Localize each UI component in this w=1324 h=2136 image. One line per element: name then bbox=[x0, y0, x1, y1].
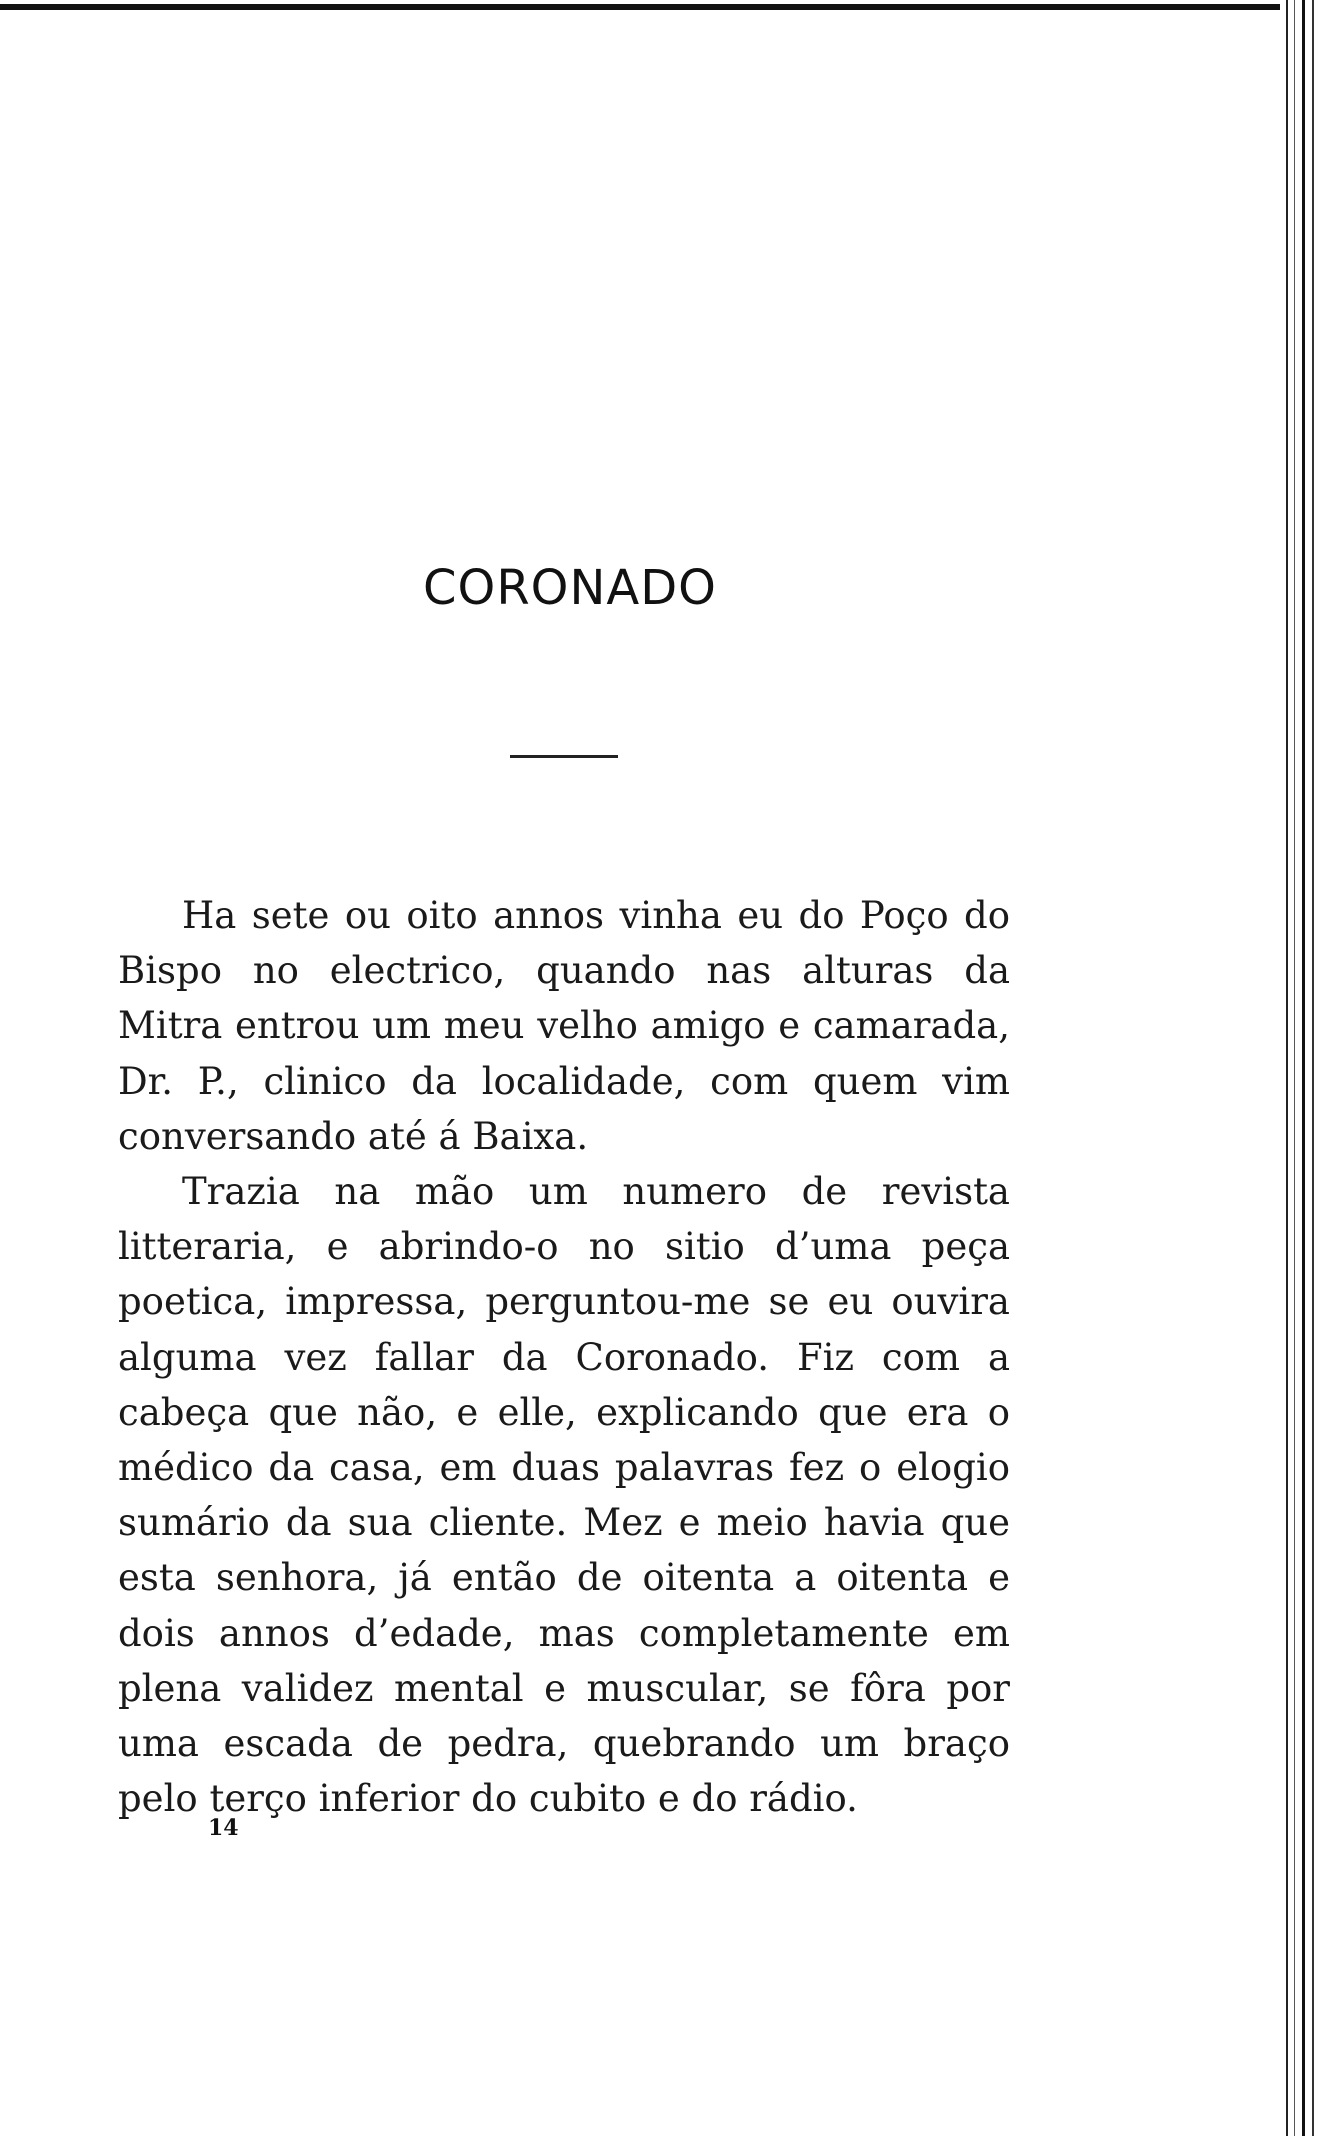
page-edge-binding bbox=[1280, 0, 1324, 2136]
body-text bbox=[118, 888, 1010, 1826]
chapter-title: CORONADO bbox=[423, 560, 717, 616]
top-edge-rule bbox=[0, 4, 1324, 10]
signature-mark: 14 bbox=[208, 1815, 239, 1841]
paragraph-1: Ha sete ou oito annos vinha eu do Poço do Bispo no electrico, quando nas alturas da Mitra entrou um meu velho amigo e camarada, Dr. P., clinico da localidade, com quem vim conversando até á Baixa. bbox=[118, 894, 1010, 1158]
paragraph-2: Trazia na mão um numero de revista litteraria, e abrindo-o no sitio d’uma peça poetica, impressa, perguntou-me se eu ouvira alguma vez fallar da Coronado. Fiz com a cabeça que não, e elle, explicando que era o médico da casa, em duas palavras fez o elogio sumário da sua cliente. Mez e meio havia que esta senhora, já então de oitenta a oitenta e dois annos d’edade, mas completamente em plena validez mental e muscular, se fôra por uma escada de pedra, quebrando um braço pelo terço inferior do cubito e do rádio. bbox=[118, 1170, 1010, 1821]
title-divider bbox=[510, 755, 618, 758]
